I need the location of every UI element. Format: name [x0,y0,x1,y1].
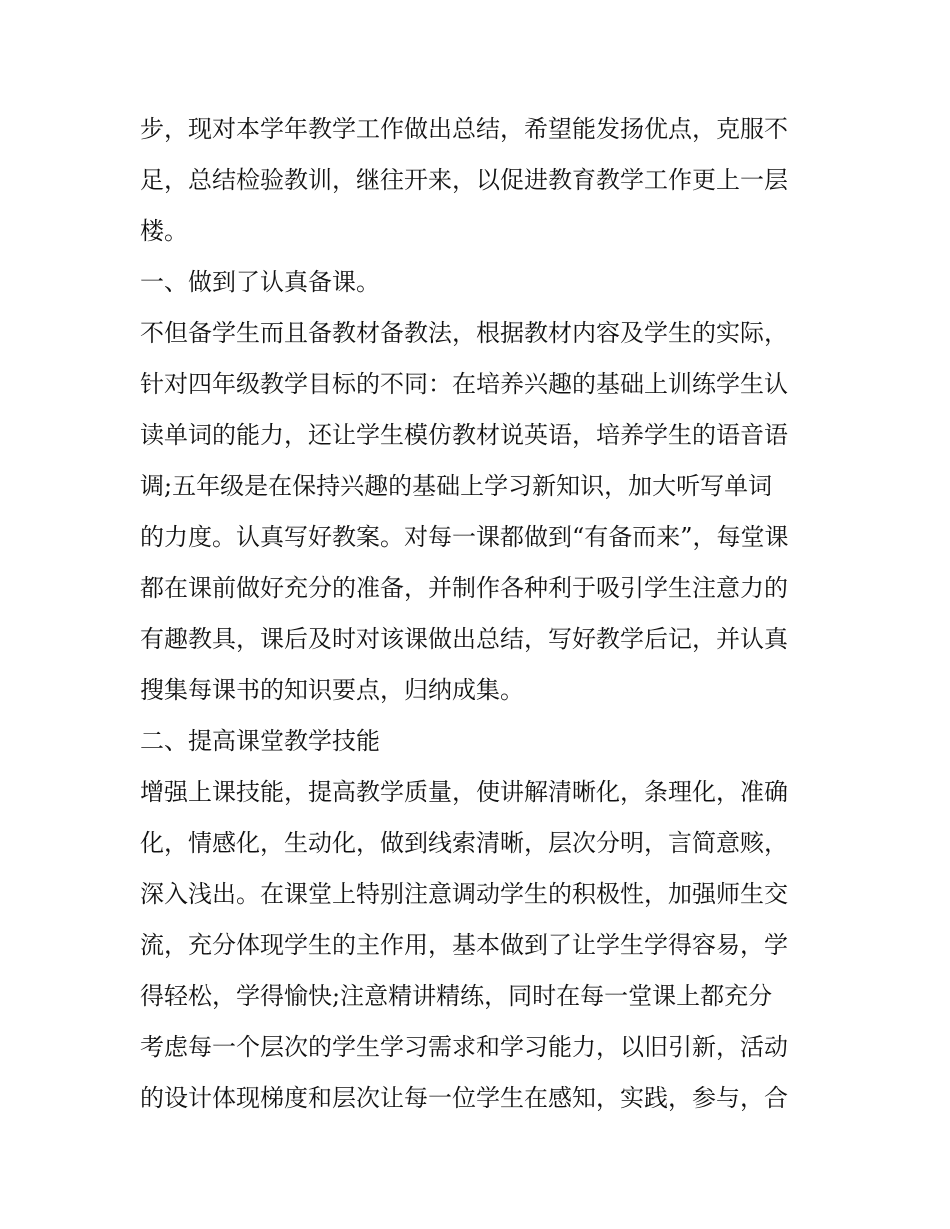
document-body [140,104,812,1124]
body-line: 增强上课技能，提高教学质量，使讲解清晰化，条理化，准确 [140,778,788,806]
body-line: 足，总结检验教训，继往开来，以促进教育教学工作更上一层 [140,166,788,194]
body-line: 的设计体现梯度和层次让每一位学生在感知，实践，参与，合 [140,1084,788,1112]
body-line: 读单词的能力，还让学生模仿教材说英语，培养学生的语音语 [140,421,788,449]
section-heading: 二、提高课堂教学技能 [140,727,380,755]
body-line: 得轻松，学得愉快;注意精讲精练，同时在每一堂课上都充分 [140,982,773,1010]
body-line: 化，情感化，生动化，做到线索清晰，层次分明，言简意赅， [140,829,788,857]
section-heading: 一、做到了认真备课。 [140,268,380,296]
body-line: 有趣教具，课后及时对该课做出总结，写好教学后记，并认真 [140,625,788,653]
body-line: 考虑每一个层次的学生学习需求和学习能力，以旧引新，活动 [140,1033,788,1061]
body-line: 的力度。认真写好教案。对每一课都做到“有备而来”，每堂课 [140,523,789,551]
body-line: 楼。 [140,217,188,245]
body-line: 深入浅出。在课堂上特别注意调动学生的积极性，加强师生交 [140,880,788,908]
body-line: 步，现对本学年教学工作做出总结，希望能发扬优点，克服不 [140,115,788,143]
body-line: 不但备学生而且备教材备教法，根据教材内容及学生的实际， [140,319,788,347]
body-line: 针对四年级教学目标的不同：在培养兴趣的基础上训练学生认 [140,370,788,398]
body-line: 流，充分体现学生的主作用，基本做到了让学生学得容易，学 [140,931,788,959]
body-line: 都在课前做好充分的准备，并制作各种利于吸引学生注意力的 [140,574,788,602]
body-line: 搜集每课书的知识要点，归纳成集。 [140,676,524,704]
body-line: 调;五年级是在保持兴趣的基础上学习新知识，加大听写单词 [140,472,773,500]
